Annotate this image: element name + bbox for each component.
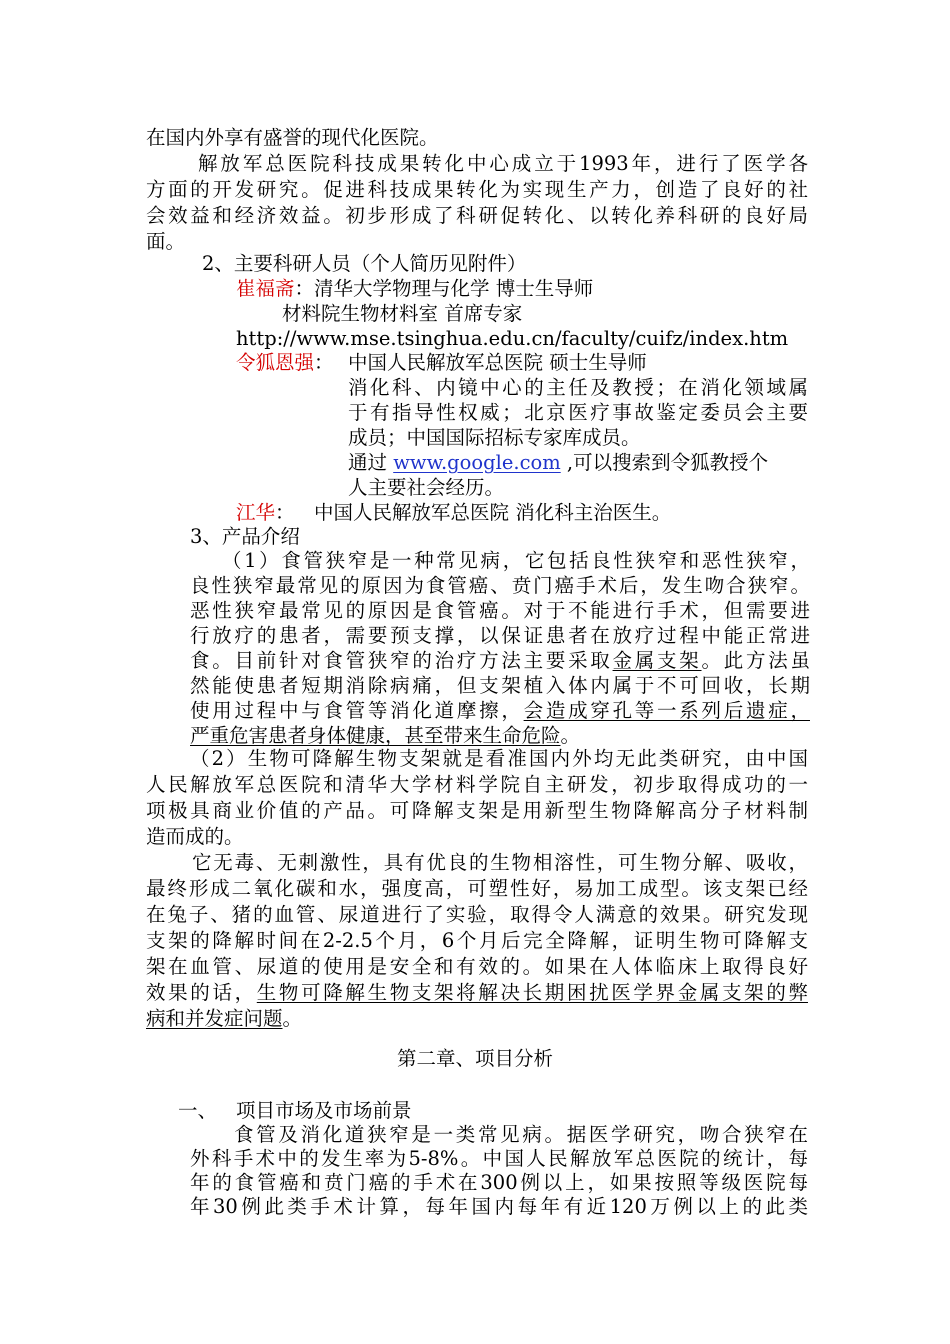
- para3-line-2: 最终形成二氧化碳和水，强度高，可塑性好，易加工成型。该支架已经: [146, 877, 808, 900]
- para3-line-5: 架在血管、尿道的使用是安全和有效的。如果在人体临床上取得良好: [146, 955, 808, 978]
- biodegradable-solution-2: 病和并发症问题: [146, 1007, 283, 1030]
- search-prefix: 通过: [348, 451, 394, 474]
- metal-stent-term: 金属支架: [612, 649, 702, 672]
- intro-line-5: 面。: [146, 230, 186, 253]
- para1-line-3: 恶性狭窄最常见的原因是食管癌。对于不能进行手术，但需要进: [190, 599, 810, 622]
- researcher-3-title: 中国人民解放军总医院 消化科主治医生。: [314, 501, 672, 524]
- researcher-3-row: [236, 500, 295, 526]
- para1-line-2: 良性狭窄最常见的原因为食管癌、贲门癌手术后，发生吻合狭窄。: [190, 574, 810, 597]
- researcher-3-name: 江华: [236, 501, 276, 524]
- researcher-2-search-line: [348, 450, 768, 476]
- para3-line-6-pre: 效果的话，: [146, 981, 257, 1004]
- para3-line-7: [146, 1006, 302, 1032]
- researcher-2-desc-2: 于有指导性权威；北京医疗事故鉴定委员会主要: [348, 401, 808, 424]
- para1-line-1: （1）食管狭窄是一种常见病，它包括良性狭窄和恶性狭窄，: [222, 549, 810, 572]
- researcher-2-name: 令狐恩强: [236, 351, 315, 374]
- researcher-1-row: [236, 276, 593, 302]
- para2-line-2: 人民解放军总医院和清华大学材料学院自主研发，初步取得成功的一: [146, 773, 808, 796]
- para1-line-5: [190, 648, 810, 674]
- para2-line-1: （2）生物可降解生物支架就是看准国内外均无此类研究，由中国: [190, 747, 808, 770]
- para1-line-5-pre: 食。目前针对食管狭窄的治疗方法主要采取: [190, 649, 613, 672]
- intro-line-4: 会效益和经济效益。初步形成了科研促转化、以转化养科研的良好局: [146, 204, 808, 227]
- intro-line-2: 解放军总医院科技成果转化中心成立于1993年，进行了医学各: [198, 152, 808, 175]
- para1-line-8-post: 。: [560, 724, 581, 747]
- para3-line-3: 在兔子、猪的血管、尿道进行了实验，取得令人满意的效果。研究发现: [146, 903, 808, 926]
- researcher-1-name: 崔福斋: [236, 277, 295, 300]
- subsection-1-title: 项目市场及市场前景: [236, 1099, 412, 1122]
- researcher-3-sep: ：: [275, 501, 295, 524]
- para3-line-1: 它无毒、无刺激性，具有优良的生物相溶性，可生物分解、吸收，: [192, 851, 808, 874]
- search-suffix: ,可以搜索到令狐教授个: [560, 451, 769, 474]
- intro-line-1: 在国内外享有盛誉的现代化医院。: [146, 126, 439, 149]
- para1-line-4: 行放疗的患者，需要预支撑，以保证患者在放疗过程中能正常进: [190, 624, 810, 647]
- subsection-1-number: 一、: [178, 1099, 218, 1122]
- complication-warning-1: 会造成穿孔等一系列后遗症，: [523, 699, 810, 722]
- para3-line-4: 支架的降解时间在2-2.5个月，6个月后完全降解，证明生物可降解支: [146, 929, 808, 952]
- para2-line-4: 造而成的。: [146, 825, 244, 848]
- section2-heading: 2、主要科研人员（个人简历见附件）: [202, 252, 527, 275]
- researcher-2-desc-3: 成员；中国国际招标专家库成员。: [348, 426, 641, 449]
- market-line-2: 外科手术中的发生率为5-8%。中国人民解放军总医院的统计，每: [190, 1147, 808, 1170]
- researcher-1-title: 清华大学物理与化学 博士生导师: [314, 277, 594, 300]
- section3-heading: 3、产品介绍: [190, 525, 300, 548]
- para1-line-7: [190, 698, 810, 724]
- intro-line-3: 方面的开发研究。促进科技成果转化为实现生产力，创造了良好的社: [146, 178, 808, 201]
- researcher-2-sep: ：: [314, 351, 334, 374]
- para1-line-6: 然能使患者短期消除病痛，但支架植入体内属于不可回收，长期: [190, 674, 810, 697]
- para3-line-6: [146, 980, 808, 1006]
- para1-line-7-pre: 使用过程中与食管等消化道摩擦，: [190, 699, 524, 722]
- researcher-1-dept: 材料院生物材料室 首席专家: [282, 302, 523, 325]
- chapter-2-title: 第二章、项目分析: [396, 1047, 553, 1070]
- market-line-3: 年的食管癌和贲门癌的手术在300例以上，如果按照等级医院每: [190, 1171, 808, 1194]
- para1-line-5-post: 。此方法虽: [701, 649, 810, 672]
- para3-line-7-post: 。: [282, 1007, 303, 1030]
- para2-line-3: 项极具商业价值的产品。可降解支架是用新型生物降解高分子材料制: [146, 799, 808, 822]
- researcher-1-url[interactable]: http://www.mse.tsinghua.edu.cn/faculty/cuifz/index.htm: [236, 327, 789, 350]
- market-line-4: 年30例此类手术计算，每年国内每年有近120万例以上的此类: [190, 1195, 808, 1218]
- researcher-2-desc-5: 人主要社会经历。: [348, 476, 505, 499]
- market-line-1: 食管及消化道狭窄是一类常见病。据医学研究，吻合狭窄在: [234, 1123, 808, 1146]
- researcher-1-sep: ：: [294, 277, 315, 300]
- researcher-2-desc-1: 消化科、内镜中心的主任及教授；在消化领域属: [348, 376, 808, 399]
- complication-warning-2: 严重危害患者身体健康，甚至带来生命危险: [190, 724, 561, 747]
- biodegradable-solution-1: 生物可降解生物支架将解决长期困扰医学界金属支架的弊: [256, 981, 808, 1004]
- google-link[interactable]: www.google.com: [393, 451, 561, 474]
- researcher-2-row: [236, 350, 334, 376]
- researcher-2-title: 中国人民解放军总医院 硕士生导师: [348, 351, 647, 374]
